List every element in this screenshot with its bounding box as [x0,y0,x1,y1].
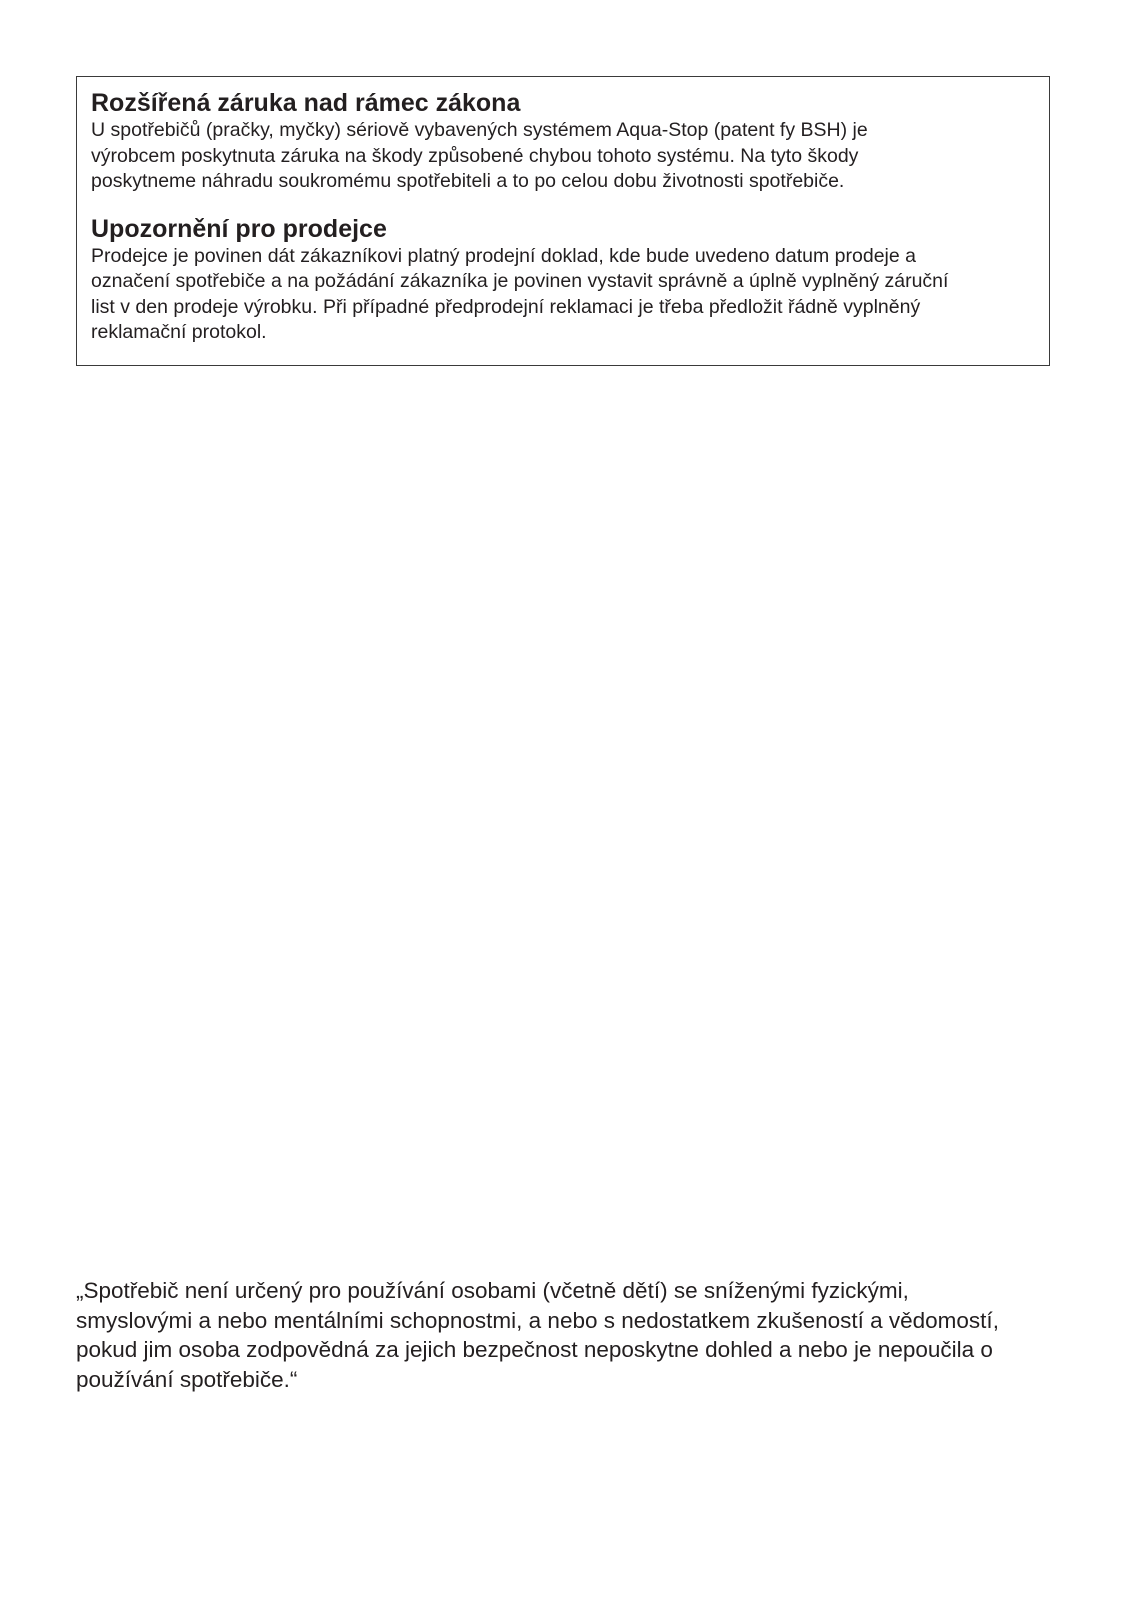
extended-warranty-text: U spotřebičů (pračky, myčky) sériově vybavených systémem Aqua-Stop (patent fy BSH) je výrobcem poskytnuta záruka na škody způsobené chybou tohoto systému. Na tyto škody poskytneme náhradu soukromému spotřebiteli a to po celou dobu životnosti spotřebiče. [91,119,868,192]
seller-notice-section [91,214,1037,346]
safety-disclaimer: „Spotřebič není určený pro používání osobami (včetně dětí) se sníženými fyzickými, smyslovými a nebo mentálními schopnostmi, a nebo s nedostatkem zkušeností a vědomostí, pokud jim osoba zodpovědná za jejich bezpečnost neposkytne dohled a nebo je nepoučila o používání spotřebiče.“ [76,1278,999,1392]
extended-warranty-heading: Rozšířená záruka nad rámec zákona [91,89,521,117]
extended-warranty-section [91,88,1037,195]
seller-notice-text: Prodejce je povinen dát zákazníkovi platný prodejní doklad, kde bude uvedeno datum prodeje a označení spotřebiče a na požádání zákazníka je povinen vystavit správně a úplně vyplněný záruční list v den prodeje výrobku. Při případné předprodejní reklamaci je třeba předložit řádně vyplněný reklamační protokol. [91,244,949,343]
warranty-info-box [76,76,1050,366]
seller-notice-heading: Upozornění pro prodejce [91,214,387,243]
